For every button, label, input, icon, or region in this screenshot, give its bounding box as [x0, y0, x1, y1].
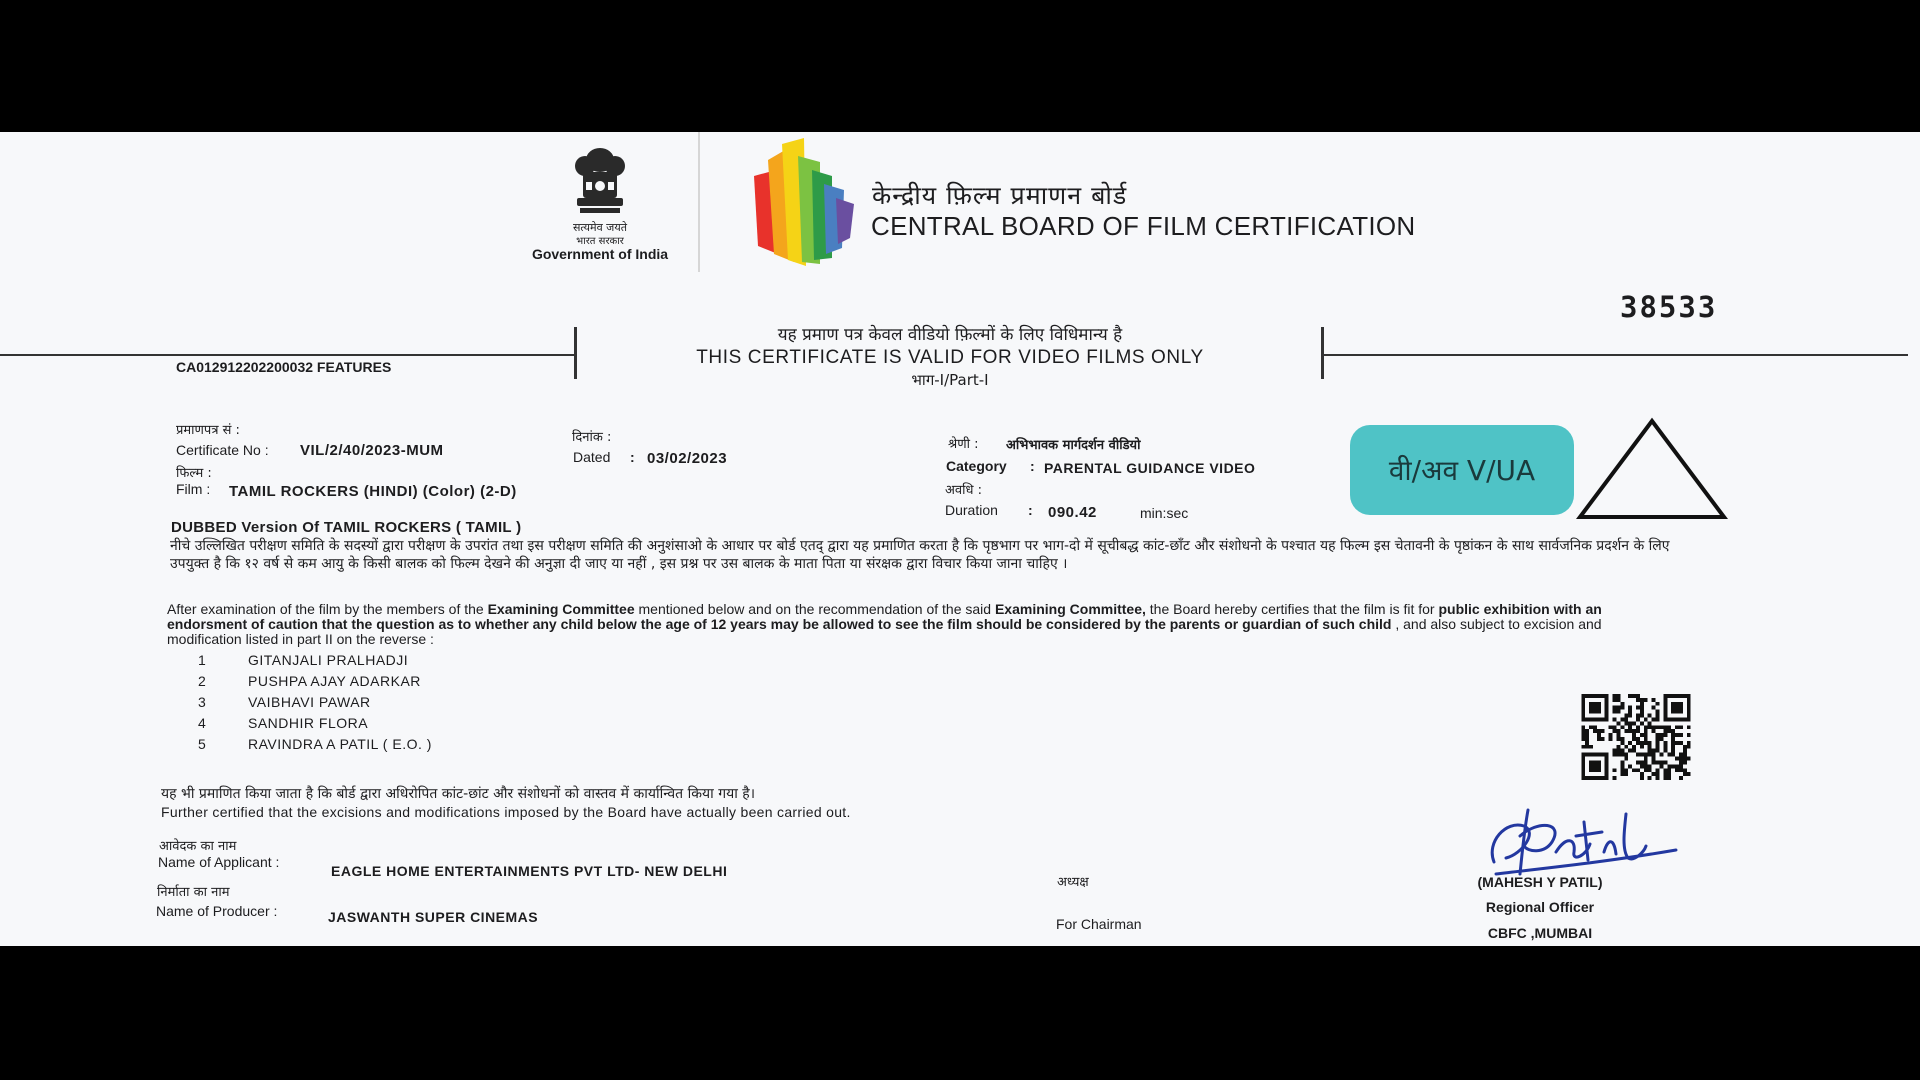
further-certified-english: Further certified that the excisions and modifications imposed by the Board have actually been carried out. — [161, 804, 851, 820]
chairman-label-hindi: अध्यक्ष — [1057, 875, 1089, 890]
duration-label-hindi: अवधि : — [945, 483, 983, 498]
date-label-hindi: दिनांक : — [572, 430, 612, 445]
duration-unit: min:sec — [1140, 505, 1189, 521]
signatory-role: Regional Officer — [1485, 899, 1595, 915]
duration-label: Duration — [945, 502, 998, 518]
header-divider — [698, 132, 700, 272]
qr-code-icon — [1580, 694, 1692, 780]
emblem-hindi-label: भारत सरकार — [576, 236, 624, 247]
signatory-office: CBFC ,MUMBAI — [1487, 925, 1593, 941]
film-value: TAMIL ROCKERS (HINDI) (Color) (2-D) — [229, 483, 517, 500]
certification-paragraph-hindi: नीचे उल्लिखित परीक्षण समिति के सदस्यों द्वारा परीक्षण के उपरांत तथा इस परीक्षण समिति की अनुशंसाओ के आधार पर बोर्ड एतद् द्वारा यह प्रमाणित करता है कि पृष्ठभाग पर भाग-दो में सूचीबद्ध कांट-छाँट और संशोधनो के पश्चात यह फिल्म इस चेतावनी के पृष्ठांकन के साथ सार्वजनिक प्रदर्शन के लिए उपयुक्त है कि १२ वर्ष से कम आयु के किसी बालक को फिल्म देखने की अनुज्ञा दी जाए या नहीं , इस प्रश्न पर उस बालक के माता पिता या संरक्षक द्वारा विचार किया जाना चाहिए । — [170, 538, 1670, 572]
emblem-motto: सत्यमेव जयते — [572, 221, 627, 234]
further-certified-hindi: यह भी प्रमाणित किया जाता है कि बोर्ड द्वारा अधिरोपित कांट-छांट और संशोधनों को वास्तव में कार्यान्वित किया गया है। — [161, 786, 756, 802]
category-value: PARENTAL GUIDANCE VIDEO — [1044, 460, 1256, 476]
category-value-hindi: अभिभावक मार्गदर्शन वीडियो — [1006, 438, 1141, 453]
signatory-name: (MAHESH Y PATIL) — [1477, 874, 1603, 890]
category-label: Category — [946, 458, 1007, 474]
certificate-no-value: VIL/2/40/2023-MUM — [300, 442, 444, 459]
board-name-hindi: केन्द्रीय फ़िल्म प्रमाणन बोर्ड — [872, 181, 1128, 210]
date-value: 03/02/2023 — [647, 450, 728, 467]
certification-paragraph-english: After examination of the film by the members of the Examining Committee mentioned below and on the recommendation of the said Examining Committee, the Board hereby certifies that the film is fit for public exhibition with an endorsment of caution that the question as to whether any child below the age of 12 years may be allowed to see the film should be considered by the parents or guardian of such child , and also subject to excision and modification listed in part II on the reverse : — [167, 601, 1602, 647]
rating-badge: वी/अव V/UA — [1350, 425, 1574, 515]
serial-number: 38533 — [1620, 290, 1718, 324]
rule-right — [1324, 354, 1908, 356]
triangle-symbol-icon — [1574, 415, 1730, 523]
certificate-no-label: Certificate No : — [176, 442, 269, 458]
certificate-no-label-hindi: प्रमाणपत्र सं : — [176, 423, 240, 438]
dubbed-note: DUBBED Version Of TAMIL ROCKERS ( TAMIL ) — [171, 519, 522, 536]
applicant-label: Name of Applicant : — [158, 854, 280, 870]
applicant-value: EAGLE HOME ENTERTAINMENTS PVT LTD- NEW DELHI — [331, 863, 728, 879]
validity-part: भाग-I/Part-I — [911, 371, 989, 389]
for-chairman-label: For Chairman — [1056, 916, 1142, 932]
date-label: Dated — [573, 449, 611, 465]
category-label-hindi: श्रेणी : — [948, 437, 979, 452]
cbfc-logo-icon — [748, 136, 858, 268]
applicant-label-hindi: आवेदक का नाम — [159, 839, 237, 854]
board-name-english: CENTRAL BOARD OF FILM CERTIFICATION — [871, 211, 1416, 241]
rule-tick-right — [1321, 327, 1324, 379]
certificate-document: सत्यमेव जयते भारत सरकार Government of India केन्द्रीय फ़िल्म प्रमाणन बोर्ड CENTRAL BOARD OF FILM CERTIFICATION 38533 यह प्रमाण पत्र केवल वीडियो फ़िल्मों के लिए विधिमान्य है THIS CERTIFICATE IS VALID FOR VIDEO FILMS ONLY भाग-I/Part-I CA012912202200032 FEATURES प्रमाणपत्र सं : Certificate No : VIL/2/40/2023-MUM दिनांक : Dated : 03/02/2023 फिल्म : Film : TAMIL ROCKERS (HINDI) (Color) (2-D) श्रेणी : अभिभावक मार्गदर्शन वीडियो Category : PARENTAL GUIDANCE VIDEO अवधि : Duration : 090.42 min:sec वी/अव V/UA DUBBED Version Of TAMIL ROCKERS ( TAMIL ) नीचे उल्लिखित परीक्षण समिति के सदस्यों द्वारा परीक्षण के उपरांत तथा इस परीक्षण समिति की अनुशंसाओ के आधार पर बोर्ड एतद् द्वारा यह प्रमाणित करता है कि पृष्ठभाग पर भाग-दो में सूचीबद्ध कांट-छाँट और संशोधनो के पश्चात यह फिल्म इस चेतावनी के पृष्ठांकन के साथ सार्वजनिक प्रदर्शन के लिए उपयुक्त है कि १२ वर्ष से कम आयु के किसी बालक को फिल्म देखने की अनुज्ञा दी जाए या नहीं , इस प्रश्न पर उस बालक के माता पिता या संरक्षक द्वारा विचार किया जाना चाहिए । After examination of the film by the members of the Examining Committee mentioned below and on the recommendation of the said Examining Committee, the Board hereby certifies that the film is fit for public exhibition with an endorsment of caution that the question as to whether any child below the age of 12 years may be allowed to see the film should be considered by the parents or guardian of such child , and also subject to excision and modification listed in part II on the reverse : 1 GITANJALI PRALHADJI 2 PUSHPA AJAY ADARKAR 3 VAIBHAVI PAWAR 4 SANDHIR FLORA 5 RAVINDRA A PATIL ( E.O. ) यह भी प्रमाणित किया जाता है कि बोर्ड द्वारा अधिरोपित कांट-छांट और संशोधनों को वास्तव में कार्यान्वित किया गया है। Further certified that the excisions and modifications imposed by the Board have actually been carried out. आवेदक का नाम Name of Applicant : EAGLE HOME ENTERTAINMENTS PVT LTD- NEW DELHI निर्माता का नाम Name of Producer : JASWANTH SUPER CINEMAS अध्यक्ष For Chairman (MAHESH Y PATIL) Regional Officer CBFC ,MUMBAI — [0, 132, 1920, 946]
government-of-india-label: Government of India — [531, 246, 669, 262]
reference-code: CA012912202200032 FEATURES — [176, 359, 392, 375]
rule-left — [0, 354, 575, 356]
producer-label: Name of Producer : — [156, 903, 278, 919]
validity-english: THIS CERTIFICATE IS VALID FOR VIDEO FILMS ONLY — [696, 347, 1204, 368]
rule-tick-left — [574, 327, 577, 379]
film-label: Film : — [176, 481, 211, 497]
producer-value: JASWANTH SUPER CINEMAS — [328, 909, 539, 925]
duration-value: 090.42 — [1048, 504, 1097, 521]
validity-hindi: यह प्रमाण पत्र केवल वीडियो फ़िल्मों के लिए विधिमान्य है — [777, 325, 1123, 345]
validity-notice — [600, 324, 1300, 390]
film-label-hindi: फिल्म : — [176, 466, 212, 481]
ashoka-emblem-icon — [555, 142, 645, 222]
producer-label-hindi: निर्माता का नाम — [157, 885, 230, 900]
